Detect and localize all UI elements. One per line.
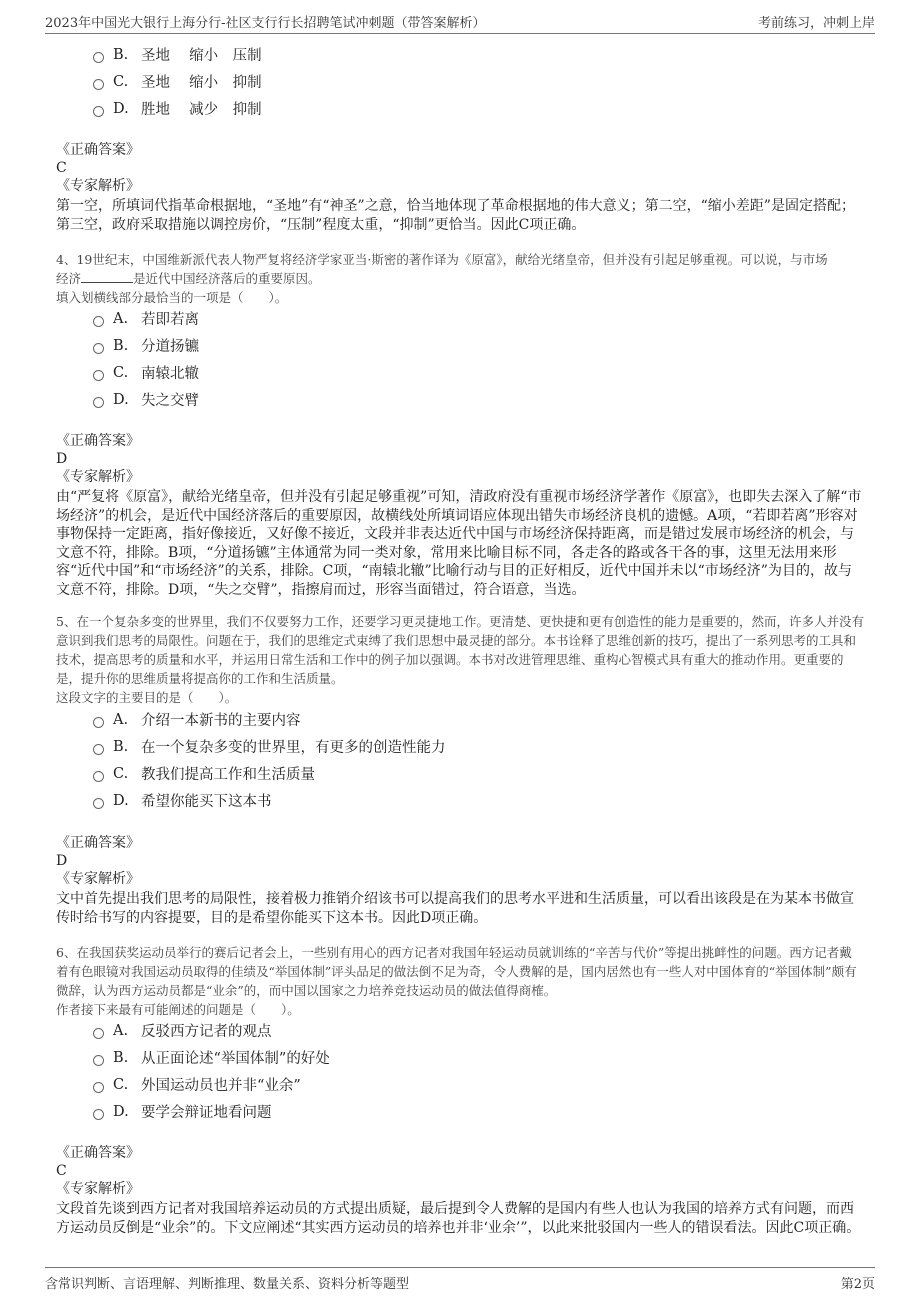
answer-value: C (56, 160, 67, 176)
page-number: 第2页 (840, 1277, 875, 1292)
radio-icon[interactable] (93, 316, 104, 327)
question-text-cont: 经济 是近代中国经济落后的重要原因。 (56, 271, 321, 286)
q3-option-d[interactable]: D. 胜地 减少 抑制 (93, 95, 262, 122)
q4-option-a[interactable]: A. 若即若离 (93, 305, 199, 332)
radio-icon[interactable] (93, 798, 104, 809)
footer-note: 含常识判断、言语理解、判断推理、数量关系、资料分析等题型 (45, 1277, 410, 1292)
radio-icon[interactable] (93, 1109, 104, 1120)
q4-analysis: 由“严复将《原富》，献给光绪皇帝，但并没有引起足够重视”可知，清政府没有重视市场经济学著作《原富》，也即失去深入了解“市场经济”的机会，是近代中国经济落后的重要原因，故横线处所填词语应体现出错失市场经济良机的遗憾。A项，“若即若离”形容对事物保持一定距离，指好像接近，又好像不接近，文段并非表达近代中国与市场经济保持距离，而是错过发展市场经济的机会，与文意不符，排除。B项，“分道扬镳”主体通常为同一类对象，常用来比喻目标不同，各走各的路或各干各的事，这里无法用来形容“近代中国”和“市场经济”的关系，排除。C项，“南辕北辙”比喻行动与目的正好相反，近代中国并未以“市场经济”为目的，故与文意不符，排除。D项，“失之交臂”，指擦肩而过，形容当面错过，符合语意，当选。 (56, 489, 862, 598)
footer-rule (45, 1267, 875, 1268)
q3-option-b[interactable]: B. 圣地 缩小 压制 (93, 41, 262, 68)
q6-answer-block (56, 1144, 864, 1198)
radio-icon[interactable] (93, 717, 104, 728)
q3-options (93, 41, 262, 122)
answer-label: 《正确答案》 (56, 433, 140, 449)
header-slogan: 考前练习，冲刺上岸 (757, 16, 875, 31)
answer-label: 《正确答案》 (56, 1145, 140, 1161)
answer-label: 《正确答案》 (56, 142, 140, 158)
analysis-label: 《专家解析》 (56, 178, 140, 194)
header-rule (45, 33, 875, 34)
radio-icon[interactable] (93, 343, 104, 354)
q5-option-a[interactable]: A. 介绍一本新书的主要内容 (93, 706, 446, 733)
question-6 (56, 943, 864, 1019)
q3-answer-block (56, 141, 864, 195)
radio-icon[interactable] (93, 1028, 104, 1039)
q4-option-d[interactable]: D. 失之交臂 (93, 386, 199, 413)
q5-option-b[interactable]: B. 在一个复杂多变的世界里，有更多的创造性能力 (93, 733, 446, 760)
q6-options (93, 1017, 330, 1125)
answer-value: C (56, 1163, 67, 1179)
question-text: 4、19世纪末，中国维新派代表人物严复将经济学家亚当·斯密的著作译为《原富》，献给光绪皇帝，但并没有引起足够重视。可以说，与市场 (56, 252, 828, 267)
analysis-label: 《专家解析》 (56, 871, 140, 887)
q5-answer-block (56, 834, 864, 888)
q6-analysis: 文段首先谈到西方记者对我国培养运动员的方式提出质疑，最后提到令人费解的是国内有些人也认为我国的培养方式有问题，而西方运动员反倒是“业余”的。下文应阐述“其实西方运动员的培养也并非‘业余’”，以此来批驳国内一些人的错误看法。因此C项正确。 (56, 1201, 861, 1236)
q4-option-b[interactable]: B. 分道扬镳 (93, 332, 199, 359)
question-4 (56, 250, 864, 307)
q3-option-c[interactable]: C. 圣地 缩小 抑制 (93, 68, 262, 95)
question-prompt: 填入划横线部分最恰当的一项是（ ）。 (56, 290, 288, 305)
radio-icon[interactable] (93, 370, 104, 381)
q3-analysis: 第一空，所填词代指革命根据地，“圣地”有“神圣”之意，恰当地体现了革命根据地的伟大意义；第二空，“缩小差距”是固定搭配；第三空，政府采取措施以调控房价，“压制”程度太重，“抑制”更恰当。因此C项正确。 (56, 198, 855, 233)
page-header (45, 12, 875, 31)
radio-icon[interactable] (93, 79, 104, 90)
page-footer (45, 1273, 875, 1292)
q5-analysis: 文中首先提出我们思考的局限性，接着极力推销介绍该书可以提高我们的思考水平进和生活质量，可以看出该段是在为某本书做宣传时给书写的内容提要，目的是希望你能买下这本书。因此D项正确。 (56, 891, 854, 926)
radio-icon[interactable] (93, 1082, 104, 1093)
answer-label: 《正确答案》 (56, 835, 140, 851)
radio-icon[interactable] (93, 106, 104, 117)
q5-options (93, 706, 446, 814)
question-prompt: 作者接下来最有可能阐述的问题是（ ）。 (56, 1002, 300, 1017)
q6-option-c[interactable]: C. 外国运动员也并非“业余” (93, 1071, 330, 1098)
question-5 (56, 612, 864, 707)
radio-icon[interactable] (93, 52, 104, 63)
question-prompt: 这段文字的主要目的是（ ）。 (56, 690, 238, 705)
q6-option-a[interactable]: A. 反驳西方记者的观点 (93, 1017, 330, 1044)
radio-icon[interactable] (93, 744, 104, 755)
q6-option-b[interactable]: B. 从正面论述“举国体制”的好处 (93, 1044, 330, 1071)
answer-value: D (56, 853, 68, 869)
radio-icon[interactable] (93, 397, 104, 408)
answer-value: D (56, 451, 68, 467)
question-text: 5、在一个复杂多变的世界里，我们不仅要努力工作，还要学习更灵捷地工作。更清楚、更快捷和更有创造性的能力是重要的，然而，许多人并没有意识到我们思考的局限性。问题在于，我们的思维定式束缚了我们思想中最灵捷的部分。本书诠释了思维创新的技巧，提出了一系列思考的工具和技术，提高思考的质量和水平，并运用日常生活和工作中的例子加以强调。本书对改进管理思维、重构心智模式具有重大的推动作用。更重要的是，提升你的思维质量将提高你的工作和生活质量。 (56, 614, 864, 686)
analysis-label: 《专家解析》 (56, 469, 140, 485)
q4-option-c[interactable]: C. 南辕北辙 (93, 359, 199, 386)
question-text: 6、在我国获奖运动员举行的赛后记者会上，一些别有用心的西方记者对我国年轻运动员就训练的“辛苦与代价”等提出挑衅性的问题。西方记者戴着有色眼镜对我国运动员取得的佳绩及“举国体制”评头品足的做法倒不足为奇，令人费解的是，国内居然也有一些人对中国体育的“举国体制”颇有微辞，认为西方运动员都是“业余”的，而中国以国家之力培养竞技运动员的做法值得商榷。 (56, 945, 857, 998)
q5-option-d[interactable]: D. 希望你能买下这本书 (93, 787, 446, 814)
q4-answer-block (56, 432, 864, 486)
q4-options (93, 305, 199, 413)
blank-underline (81, 270, 133, 283)
radio-icon[interactable] (93, 1055, 104, 1066)
radio-icon[interactable] (93, 771, 104, 782)
document-title: 2023年中国光大银行上海分行-社区支行行长招聘笔试冲刺题（带答案解析） (45, 16, 486, 31)
analysis-label: 《专家解析》 (56, 1181, 140, 1197)
q5-option-c[interactable]: C. 教我们提高工作和生活质量 (93, 760, 446, 787)
q6-option-d[interactable]: D. 要学会辩证地看问题 (93, 1098, 330, 1125)
